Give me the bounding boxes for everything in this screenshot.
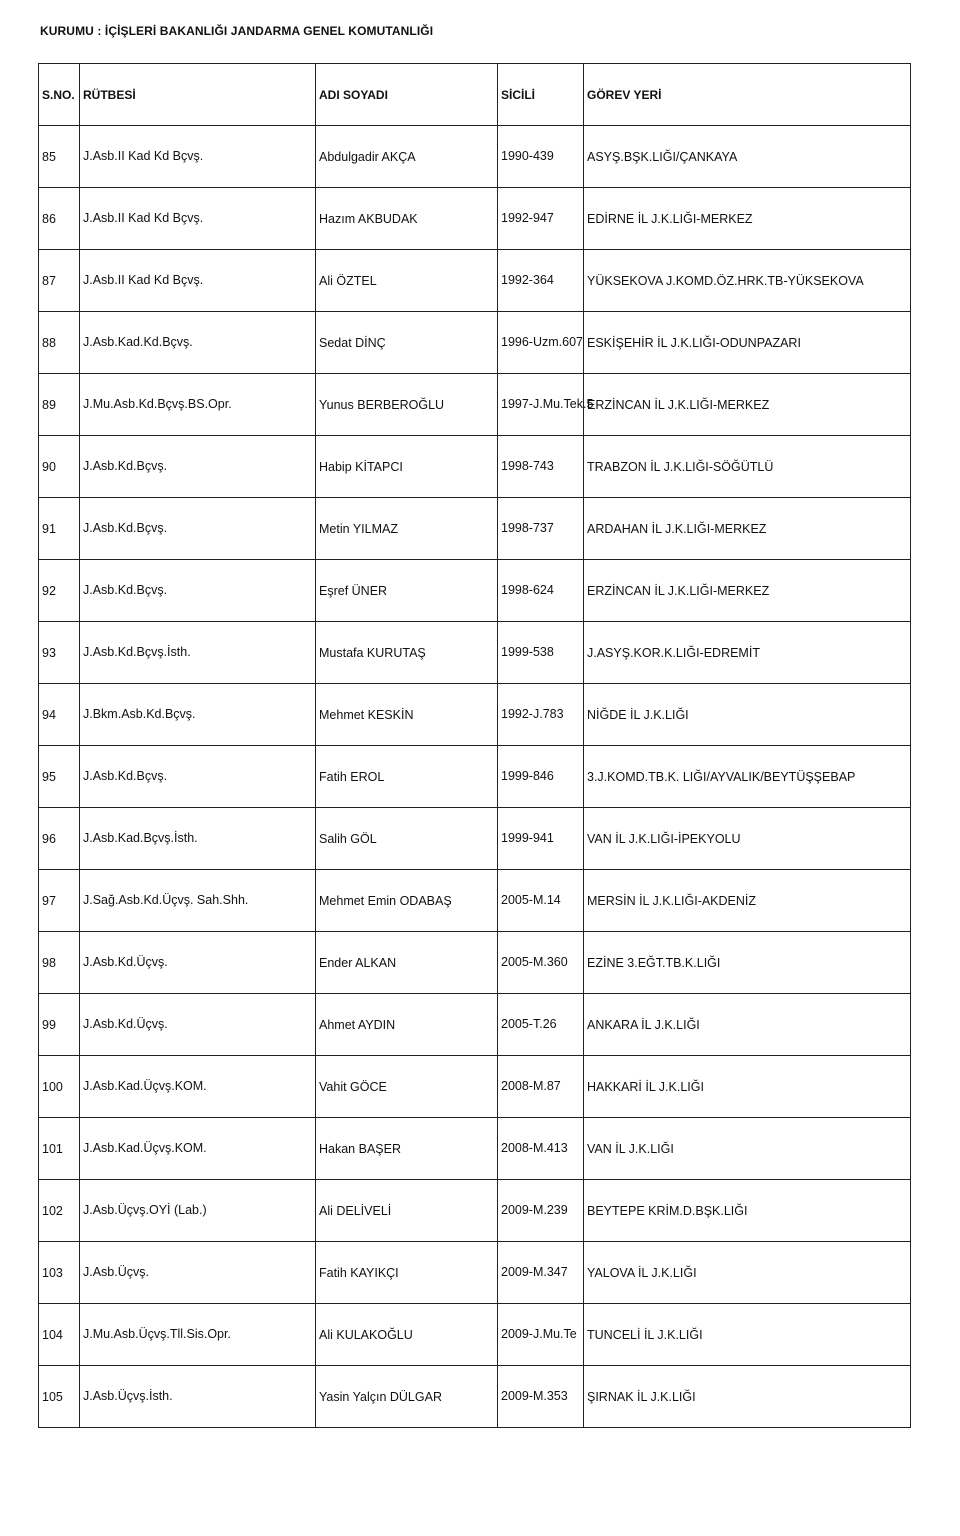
cell-duty: HAKKARİ İL J.K.LIĞI (584, 1056, 911, 1118)
cell-sno: 100 (39, 1056, 80, 1118)
cell-duty: ERZİNCAN İL J.K.LIĞI-MERKEZ (584, 374, 911, 436)
column-header-registry: SİCİLİ (498, 64, 584, 126)
cell-registry: 1999-846 (498, 746, 584, 808)
cell-rank: J.Asb.Kd.Bçvş. (80, 498, 316, 560)
column-header-name: ADI SOYADI (316, 64, 498, 126)
cell-name: Habip KİTAPCI (316, 436, 498, 498)
cell-name: Mehmet Emin ODABAŞ (316, 870, 498, 932)
cell-registry: 1992-364 (498, 250, 584, 312)
cell-name: Fatih KAYIKÇI (316, 1242, 498, 1304)
cell-sno: 96 (39, 808, 80, 870)
table-row (39, 436, 911, 498)
cell-rank: J.Asb.II Kad Kd Bçvş. (80, 250, 316, 312)
cell-sno: 97 (39, 870, 80, 932)
cell-duty: ARDAHAN İL J.K.LIĞI-MERKEZ (584, 498, 911, 560)
cell-registry: 1992-J.783 (498, 684, 584, 746)
cell-name: Metin YILMAZ (316, 498, 498, 560)
cell-registry: 1999-538 (498, 622, 584, 684)
cell-registry: 1998-624 (498, 560, 584, 622)
cell-name: Sedat DİNÇ (316, 312, 498, 374)
cell-name: Ali DELİVELİ (316, 1180, 498, 1242)
cell-rank: J.Asb.Kad.Üçvş.KOM. (80, 1118, 316, 1180)
cell-sno: 92 (39, 560, 80, 622)
cell-name: Hakan BAŞER (316, 1118, 498, 1180)
table-row (39, 250, 911, 312)
cell-duty: EZİNE 3.EĞT.TB.K.LIĞI (584, 932, 911, 994)
cell-registry: 2009-M.239 (498, 1180, 584, 1242)
cell-duty: TRABZON İL J.K.LIĞI-SÖĞÜTLÜ (584, 436, 911, 498)
table-row (39, 188, 911, 250)
cell-duty: EDİRNE İL J.K.LIĞI-MERKEZ (584, 188, 911, 250)
table-row (39, 994, 911, 1056)
cell-rank: J.Asb.II Kad Kd Bçvş. (80, 126, 316, 188)
table-row (39, 560, 911, 622)
cell-name: Abdulgadir AKÇA (316, 126, 498, 188)
cell-duty: NİĞDE İL J.K.LIĞI (584, 684, 911, 746)
cell-rank: J.Mu.Asb.Üçvş.Tll.Sis.Opr. (80, 1304, 316, 1366)
cell-rank: J.Asb.II Kad Kd Bçvş. (80, 188, 316, 250)
cell-rank: J.Asb.Üçvş. (80, 1242, 316, 1304)
cell-registry: 1996-Uzm.607 (498, 312, 584, 374)
cell-sno: 88 (39, 312, 80, 374)
cell-registry: 1990-439 (498, 126, 584, 188)
cell-duty: VAN İL J.K.LIĞI (584, 1118, 911, 1180)
cell-name: Yunus BERBEROĞLU (316, 374, 498, 436)
cell-registry: 2008-M.87 (498, 1056, 584, 1118)
cell-duty: VAN İL J.K.LIĞI-İPEKYOLU (584, 808, 911, 870)
cell-sno: 85 (39, 126, 80, 188)
table-row (39, 1118, 911, 1180)
cell-rank: J.Asb.Kad.Bçvş.İsth. (80, 808, 316, 870)
personnel-table (38, 63, 911, 1428)
cell-name: Ahmet AYDIN (316, 994, 498, 1056)
table-row (39, 126, 911, 188)
table-row (39, 870, 911, 932)
table-row (39, 1180, 911, 1242)
cell-registry: 2009-M.353 (498, 1366, 584, 1428)
cell-registry: 2005-T.26 (498, 994, 584, 1056)
cell-sno: 103 (39, 1242, 80, 1304)
cell-sno: 94 (39, 684, 80, 746)
cell-rank: J.Asb.Kd.Bçvş. (80, 560, 316, 622)
cell-registry: 1998-743 (498, 436, 584, 498)
table-row (39, 622, 911, 684)
cell-name: Vahit GÖCE (316, 1056, 498, 1118)
cell-duty: 3.J.KOMD.TB.K. LIĞI/AYVALIK/BEYTÜŞŞEBAP (584, 746, 911, 808)
cell-duty: J.ASYŞ.KOR.K.LIĞI-EDREMİT (584, 622, 911, 684)
cell-sno: 105 (39, 1366, 80, 1428)
cell-duty: ANKARA İL J.K.LIĞI (584, 994, 911, 1056)
cell-duty: TUNCELİ İL J.K.LIĞI (584, 1304, 911, 1366)
cell-sno: 104 (39, 1304, 80, 1366)
table-row (39, 374, 911, 436)
cell-registry: 2005-M.14 (498, 870, 584, 932)
cell-sno: 90 (39, 436, 80, 498)
cell-duty: MERSİN İL J.K.LIĞI-AKDENİZ (584, 870, 911, 932)
cell-name: Mehmet KESKİN (316, 684, 498, 746)
page-title: KURUMU : İÇİŞLERİ BAKANLIĞI JANDARMA GENEL KOMUTANLIĞI (40, 24, 434, 38)
cell-duty: ŞIRNAK İL J.K.LIĞI (584, 1366, 911, 1428)
cell-registry: 1999-941 (498, 808, 584, 870)
table-row (39, 932, 911, 994)
cell-sno: 98 (39, 932, 80, 994)
column-header-duty: GÖREV YERİ (584, 64, 911, 126)
cell-rank: J.Asb.Kd.Bçvş. (80, 746, 316, 808)
cell-duty: ESKİŞEHİR İL J.K.LIĞI-ODUNPAZARI (584, 312, 911, 374)
cell-duty: YALOVA İL J.K.LIĞI (584, 1242, 911, 1304)
cell-registry: 1998-737 (498, 498, 584, 560)
table-header-row (39, 64, 911, 126)
table-row (39, 1366, 911, 1428)
cell-sno: 87 (39, 250, 80, 312)
cell-sno: 95 (39, 746, 80, 808)
cell-name: Fatih EROL (316, 746, 498, 808)
cell-duty: ERZİNCAN İL J.K.LIĞI-MERKEZ (584, 560, 911, 622)
cell-sno: 101 (39, 1118, 80, 1180)
cell-sno: 86 (39, 188, 80, 250)
cell-name: Yasin Yalçın DÜLGAR (316, 1366, 498, 1428)
cell-sno: 91 (39, 498, 80, 560)
cell-name: Mustafa KURUTAŞ (316, 622, 498, 684)
cell-rank: J.Asb.Üçvş.İsth. (80, 1366, 316, 1428)
table-row (39, 746, 911, 808)
cell-rank: J.Mu.Asb.Kd.Bçvş.BS.Opr. (80, 374, 316, 436)
cell-rank: J.Bkm.Asb.Kd.Bçvş. (80, 684, 316, 746)
cell-rank: J.Asb.Kd.Bçvş.İsth. (80, 622, 316, 684)
cell-name: Ali KULAKOĞLU (316, 1304, 498, 1366)
table-row (39, 312, 911, 374)
table-row (39, 498, 911, 560)
cell-registry: 2005-M.360 (498, 932, 584, 994)
cell-name: Ali ÖZTEL (316, 250, 498, 312)
cell-sno: 89 (39, 374, 80, 436)
table-row (39, 684, 911, 746)
cell-registry: 2008-M.413 (498, 1118, 584, 1180)
cell-rank: J.Asb.Kad.Kd.Bçvş. (80, 312, 316, 374)
table-row (39, 1056, 911, 1118)
cell-sno: 102 (39, 1180, 80, 1242)
column-header-sno: S.NO. (39, 64, 80, 126)
cell-rank: J.Asb.Üçvş.OYİ (Lab.) (80, 1180, 316, 1242)
cell-name: Hazım AKBUDAK (316, 188, 498, 250)
cell-registry: 1992-947 (498, 188, 584, 250)
cell-rank: J.Asb.Kd.Üçvş. (80, 932, 316, 994)
cell-registry: 2009-M.347 (498, 1242, 584, 1304)
cell-rank: J.Asb.Kd.Bçvş. (80, 436, 316, 498)
cell-duty: ASYŞ.BŞK.LIĞI/ÇANKAYA (584, 126, 911, 188)
column-header-rank: RÜTBESİ (80, 64, 316, 126)
cell-name: Eşref ÜNER (316, 560, 498, 622)
cell-rank: J.Asb.Kad.Üçvş.KOM. (80, 1056, 316, 1118)
table-row (39, 808, 911, 870)
cell-duty: BEYTEPE KRİM.D.BŞK.LIĞI (584, 1180, 911, 1242)
table-row (39, 1242, 911, 1304)
cell-rank: J.Sağ.Asb.Kd.Üçvş. Sah.Shh. (80, 870, 316, 932)
cell-rank: J.Asb.Kd.Üçvş. (80, 994, 316, 1056)
cell-sno: 99 (39, 994, 80, 1056)
cell-registry: 2009-J.Mu.Te (498, 1304, 584, 1366)
cell-name: Ender ALKAN (316, 932, 498, 994)
table-row (39, 1304, 911, 1366)
cell-name: Salih GÖL (316, 808, 498, 870)
cell-sno: 93 (39, 622, 80, 684)
cell-duty: YÜKSEKOVA J.KOMD.ÖZ.HRK.TB-YÜKSEKOVA (584, 250, 911, 312)
cell-registry: 1997-J.Mu.Tek.5 (498, 374, 584, 436)
